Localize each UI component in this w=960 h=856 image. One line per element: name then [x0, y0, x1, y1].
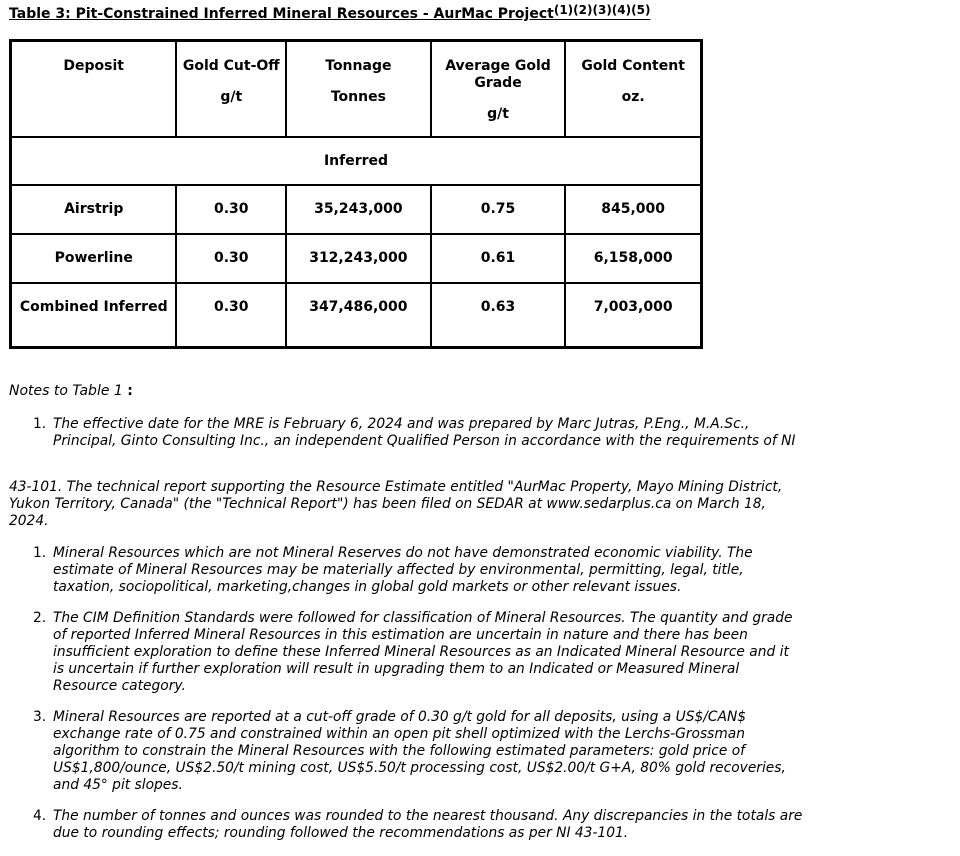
cell-deposit: Combined Inferred: [11, 283, 176, 347]
table-title-text: Table 3: Pit-Constrained Inferred Mineral Resources - AurMac Project: [9, 6, 554, 22]
notes-paragraph: 43-101. The technical report supporting the Resource Estimate entitled "AurMac Property, Mayo Mining District, Yukon Territory, Canada" (the "Technical Report") has been filed on SEDAR at www.sedarplus.ca on March 18, 2024.: [9, 479, 783, 529]
cell-grade: 0.75: [431, 185, 566, 234]
header-deposit: Deposit: [11, 41, 176, 137]
cell-cutoff: 0.30: [176, 185, 286, 234]
note-number: 1.: [33, 545, 47, 561]
title-footnote-refs[interactable]: (1)(2)(3)(4)(5): [553, 3, 651, 17]
note-text: The effective date for the MRE is February 6, 2024 and was prepared by Marc Jutras, P.Eng., M.A.Sc., Principal, Ginto Consulting Inc., an independent Qualified Person in accordance with the requirements of NI: [53, 416, 796, 449]
category-label: Inferred: [11, 137, 701, 185]
note-text: The CIM Definition Standards were followed for classification of Mineral Resources. The quantity and grade of reported Inferred Mineral Resources in this estimation are uncertain in nature and there has been insufficient exploration to define these Inferred Mineral Resources as an Indicated Mineral Resource and it is uncertain if further exploration will result in upgrading them to an Indicated or Measured Mineral Resource category.: [53, 610, 793, 694]
table-header-row: [11, 41, 701, 137]
cell-content: 7,003,000: [565, 283, 701, 347]
list-item: [33, 709, 803, 794]
cell-cutoff: 0.30: [176, 234, 286, 283]
header-average-grade: Average Gold Grade g/t: [431, 41, 566, 137]
cell-tonnage: 35,243,000: [286, 185, 431, 234]
table-row: [11, 283, 701, 347]
header-gold-cutoff: Gold Cut-Off g/t: [176, 41, 286, 137]
note-text: Mineral Resources are reported at a cut-off grade of 0.30 g/t gold for all deposits, using a US$/CAN$ exchange rate of 0.75 and constrained within an open pit shell optimized with the Lerchs-Grossman algorithm to constrain the Mineral Resources with the following estimated parameters: gold price of US$1,800/ounce, US$2.50/t mining cost, US$5.50/t processing cost, US$2.00/t G+A, 80% gold recoveries, and 45° pit slopes.: [53, 709, 786, 793]
resources-table: [9, 39, 703, 349]
cell-content: 845,000: [565, 185, 701, 234]
cell-cutoff: 0.30: [176, 283, 286, 347]
cell-deposit: Airstrip: [11, 185, 176, 234]
note-text: The number of tonnes and ounces was rounded to the nearest thousand. Any discrepancies in the totals are due to rounding effects; rounding followed the recommendations as per NI 43-101.: [53, 808, 803, 841]
list-item: [33, 545, 803, 596]
cell-grade: 0.63: [431, 283, 566, 347]
cell-content: 6,158,000: [565, 234, 701, 283]
note-number: 2.: [33, 610, 47, 626]
notes-heading-colon: :: [127, 383, 133, 399]
list-item: [33, 416, 803, 450]
cell-deposit: Powerline: [11, 234, 176, 283]
category-row: [11, 137, 701, 185]
cell-grade: 0.61: [431, 234, 566, 283]
notes-heading: [9, 383, 133, 399]
note-text: Mineral Resources which are not Mineral Reserves do not have demonstrated economic viability. The estimate of Mineral Resources may be materially affected by environmental, permitting, legal, title, taxation, sociopolitical, marketing,changes in global gold markets or other relevant issues.: [53, 545, 753, 595]
notes-list-second: [33, 545, 803, 856]
notes-list-first: [33, 416, 803, 464]
cell-tonnage: 347,486,000: [286, 283, 431, 347]
notes-heading-text: Notes to Table 1: [9, 383, 123, 399]
note-number: 4.: [33, 808, 47, 824]
note-number: 3.: [33, 709, 47, 725]
list-item: [33, 610, 803, 695]
cell-tonnage: 312,243,000: [286, 234, 431, 283]
table-title: [9, 3, 651, 22]
list-item: [33, 808, 803, 842]
note-number: 1.: [33, 416, 47, 432]
table-row: [11, 234, 701, 283]
header-gold-content: Gold Content oz.: [565, 41, 701, 137]
header-tonnage: Tonnage Tonnes: [286, 41, 431, 137]
table-row: [11, 185, 701, 234]
